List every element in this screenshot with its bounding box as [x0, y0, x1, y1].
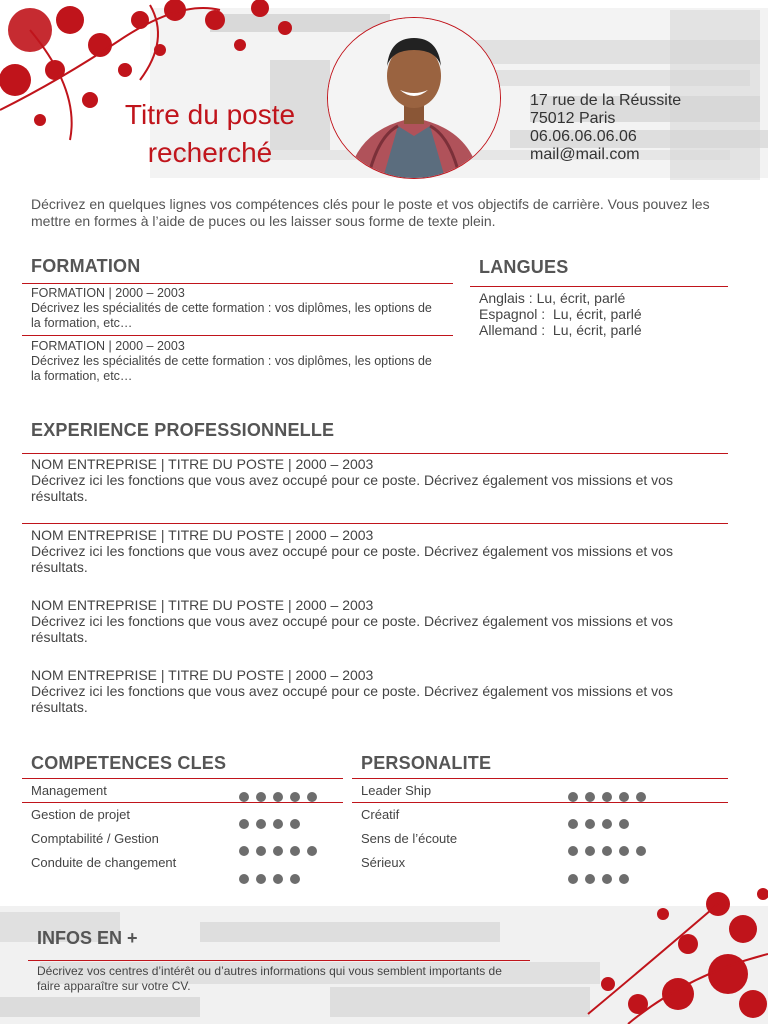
- rating-dot: [256, 874, 266, 884]
- section-divider: [352, 778, 728, 779]
- contact-info: [530, 92, 681, 164]
- experience-item: [31, 597, 731, 645]
- personalite-rating: [568, 819, 636, 837]
- experience-description: Décrivez ici les fonctions que vous avez occupé pour ce poste. Décrivez également vos missions et vos résultats.: [31, 683, 673, 715]
- rating-dot: [239, 874, 249, 884]
- rating-dot: [273, 874, 283, 884]
- competence-rating: [239, 792, 324, 810]
- rating-dot: [619, 846, 629, 856]
- experience-description: Décrivez ici les fonctions que vous avez occupé pour ce poste. Décrivez également vos missions et vos résultats.: [31, 613, 673, 645]
- experience-item: [31, 527, 731, 575]
- rating-dot: [568, 846, 578, 856]
- experience-title: EXPERIENCE PROFESSIONNELLE: [31, 420, 335, 440]
- competences-title: COMPETENCES CLES: [31, 753, 227, 773]
- person-avatar-icon: [328, 18, 500, 178]
- rating-dot: [585, 819, 595, 829]
- experience-heading: NOM ENTREPRISE | TITRE DU POSTE | 2000 – 2003: [31, 527, 374, 543]
- rating-dot: [585, 874, 595, 884]
- intro-summary: Décrivez en quelques lignes vos compétences clés pour le poste et vos objectifs de carrière. Vous pouvez les mettre en formes à l’aide de puces ou les laisser sous forme de texte plein.: [31, 196, 710, 229]
- rating-dot: [239, 792, 249, 802]
- floral-decoration-icon: [568, 884, 768, 1024]
- section-divider: [22, 335, 453, 336]
- personalite-title: PERSONALITE: [361, 753, 492, 773]
- personalite-label: Sens de l’écoute: [361, 831, 458, 846]
- experience-item: [31, 456, 731, 504]
- langues-title: LANGUES: [479, 257, 569, 277]
- experience-heading: NOM ENTREPRISE | TITRE DU POSTE | 2000 – 2003: [31, 456, 374, 472]
- section-divider: [28, 960, 530, 961]
- section-divider: [22, 283, 453, 284]
- competence-rating: [239, 874, 307, 892]
- formation-description: Décrivez les spécialités de cette formation : vos diplômes, les options de la formation, etc…: [31, 354, 432, 383]
- formation-title: FORMATION: [31, 256, 141, 276]
- rating-dot: [290, 819, 300, 829]
- rating-dot: [307, 846, 317, 856]
- langues-list: [479, 290, 642, 338]
- contact-email: mail@mail.com: [530, 146, 640, 163]
- personalite-rating: [568, 792, 653, 810]
- rating-dot: [273, 819, 283, 829]
- experience-description: Décrivez ici les fonctions que vous avez occupé pour ce poste. Décrivez également vos missions et vos résultats.: [31, 543, 673, 575]
- rating-dot: [290, 792, 300, 802]
- page-title: [105, 96, 315, 172]
- competence-label: Management: [31, 783, 107, 798]
- rating-dot: [290, 874, 300, 884]
- langue-item: Espagnol : Lu, écrit, parlé: [479, 306, 642, 322]
- profile-photo: [327, 17, 501, 179]
- infos-title: INFOS EN +: [37, 928, 138, 948]
- langue-item: Anglais : Lu, écrit, parlé: [479, 290, 626, 306]
- rating-dot: [585, 846, 595, 856]
- personalite-label: Sérieux: [361, 855, 406, 870]
- langue-item: Allemand : Lu, écrit, parlé: [479, 322, 642, 338]
- competence-rating: [239, 819, 307, 837]
- competence-rating: [239, 846, 324, 864]
- rating-dot: [568, 819, 578, 829]
- rating-dot: [636, 792, 646, 802]
- section-divider: [470, 286, 728, 287]
- personalite-rating: [568, 874, 636, 892]
- rating-dot: [568, 874, 578, 884]
- formation-item: [31, 286, 441, 331]
- rating-dot: [619, 792, 629, 802]
- rating-dot: [256, 792, 266, 802]
- rating-dot: [256, 846, 266, 856]
- section-divider: [22, 778, 343, 779]
- formation-heading: FORMATION | 2000 – 2003: [31, 286, 185, 300]
- competence-label: Comptabilité / Gestion: [31, 831, 159, 846]
- experience-item: [31, 667, 731, 715]
- rating-dot: [273, 846, 283, 856]
- rating-dot: [307, 792, 317, 802]
- rating-dot: [290, 846, 300, 856]
- section-divider: [22, 453, 728, 454]
- rating-dot: [636, 846, 646, 856]
- rating-dot: [256, 819, 266, 829]
- experience-heading: NOM ENTREPRISE | TITRE DU POSTE | 2000 – 2003: [31, 597, 374, 613]
- contact-city: 75012 Paris: [530, 110, 616, 127]
- contact-phone: 06.06.06.06.06: [530, 128, 637, 145]
- rating-dot: [273, 792, 283, 802]
- rating-dot: [619, 819, 629, 829]
- rating-dot: [602, 792, 612, 802]
- formation-item: [31, 339, 441, 384]
- rating-dot: [585, 792, 595, 802]
- formation-description: Décrivez les spécialités de cette formation : vos diplômes, les options de la formation, etc…: [31, 301, 432, 330]
- rating-dot: [602, 846, 612, 856]
- rating-dot: [568, 792, 578, 802]
- title-line: recherché: [147, 137, 273, 168]
- contact-address: 17 rue de la Réussite: [530, 92, 682, 109]
- rating-dot: [619, 874, 629, 884]
- competence-label: Gestion de projet: [31, 807, 131, 822]
- formation-heading: FORMATION | 2000 – 2003: [31, 339, 185, 353]
- section-divider: [352, 802, 728, 803]
- competence-label: Conduite de changement: [31, 855, 177, 870]
- title-line: Titre du poste: [124, 99, 296, 130]
- rating-dot: [239, 846, 249, 856]
- infos-text: Décrivez vos centres d’intérêt ou d’autres informations qui vous semblent importants de faire apparaître sur votre CV.: [37, 964, 502, 993]
- rating-dot: [602, 874, 612, 884]
- experience-heading: NOM ENTREPRISE | TITRE DU POSTE | 2000 – 2003: [31, 667, 374, 683]
- experience-description: Décrivez ici les fonctions que vous avez occupé pour ce poste. Décrivez également vos missions et vos résultats.: [31, 472, 673, 504]
- rating-dot: [602, 819, 612, 829]
- personalite-label: Créatif: [361, 807, 400, 822]
- personalite-label: Leader Ship: [361, 783, 432, 798]
- section-divider: [22, 523, 728, 524]
- personalite-rating: [568, 846, 653, 864]
- rating-dot: [239, 819, 249, 829]
